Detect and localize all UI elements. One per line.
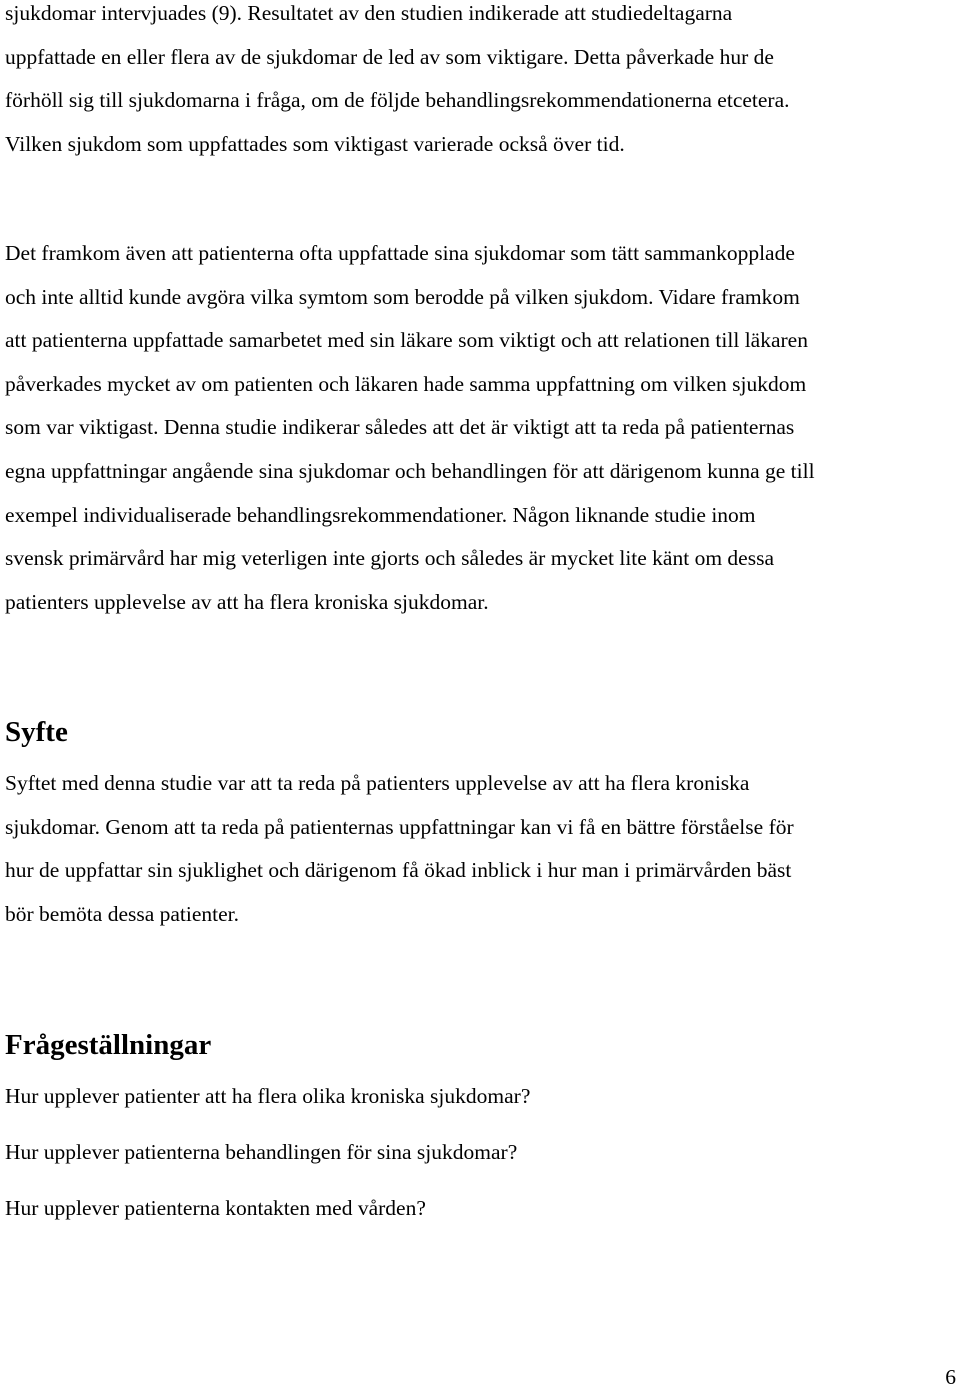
paragraph-line: som var viktigast. Denna studie indikerar således att det är viktigt att ta reda på patienternas: [5, 415, 795, 440]
research-question: Hur upplever patienterna behandlingen för sina sjukdomar?: [5, 1140, 518, 1164]
paragraph-line: och inte alltid kunde avgöra vilka symtom som berodde på vilken sjukdom. Vidare framkom: [5, 284, 800, 309]
paragraph-line: förhöll sig till sjukdomarna i fråga, om de följde behandlingsrekommendationerna etcetera.: [5, 88, 790, 113]
page-number: 6: [945, 1365, 956, 1389]
research-question: Hur upplever patienter att ha flera olika kroniska sjukdomar?: [5, 1084, 531, 1108]
paragraph-line: Syftet med denna studie var att ta reda på patienters upplevelse av att ha flera kroniska: [5, 771, 750, 795]
paragraph-line: Det framkom även att patienterna ofta uppfattade sina sjukdomar som tätt sammankopplade: [5, 241, 795, 265]
paragraph-intro-continued: [5, 0, 957, 166]
paragraph-line: egna uppfattningar angående sina sjukdomar och behandlingen för att därigenom kunna ge till: [5, 458, 815, 483]
paragraph-patient-perception: [5, 232, 957, 624]
paragraph-line: sjukdomar intervjuades (9). Resultatet av den studien indikerade att studiedeltagarna: [5, 1, 733, 25]
paragraph-line: hur de uppfattar sin sjuklighet och därigenom få ökad inblick i hur man i primärvården bäst: [5, 858, 792, 883]
paragraph-line: Vilken sjukdom som uppfattades som viktigast varierade också över tid.: [5, 131, 625, 156]
paragraph-line: uppfattade en eller flera av de sjukdomar de led av som viktigare. Detta påverkade hur de: [5, 44, 774, 69]
paragraph-line: sjukdomar. Genom att ta reda på patienternas uppfattningar kan vi få en bättre förståelse för: [5, 814, 794, 839]
section-heading-questions: Frågeställningar: [5, 1029, 212, 1061]
paragraph-line: bör bemöta dessa patienter.: [5, 901, 240, 926]
paragraph-line: att patienterna uppfattade samarbetet med sin läkare som viktigt och att relationen till läkaren: [5, 328, 808, 353]
paragraph-line: exempel individualiserade behandlingsrekommendationer. Någon liknande studie inom: [5, 502, 756, 527]
research-question: Hur upplever patienterna kontakten med vården?: [5, 1196, 426, 1220]
paragraph-line: svensk primärvård har mig veterligen inte gjorts och således är mycket lite känt om dessa: [5, 546, 774, 571]
paragraph-aim: [5, 762, 957, 936]
paragraph-line: påverkades mycket av om patienten och läkaren hade samma uppfattning om vilken sjukdom: [5, 371, 807, 396]
paragraph-line: patienters upplevelse av att ha flera kroniska sjukdomar.: [5, 589, 489, 614]
section-heading-aim: Syfte: [5, 716, 68, 748]
